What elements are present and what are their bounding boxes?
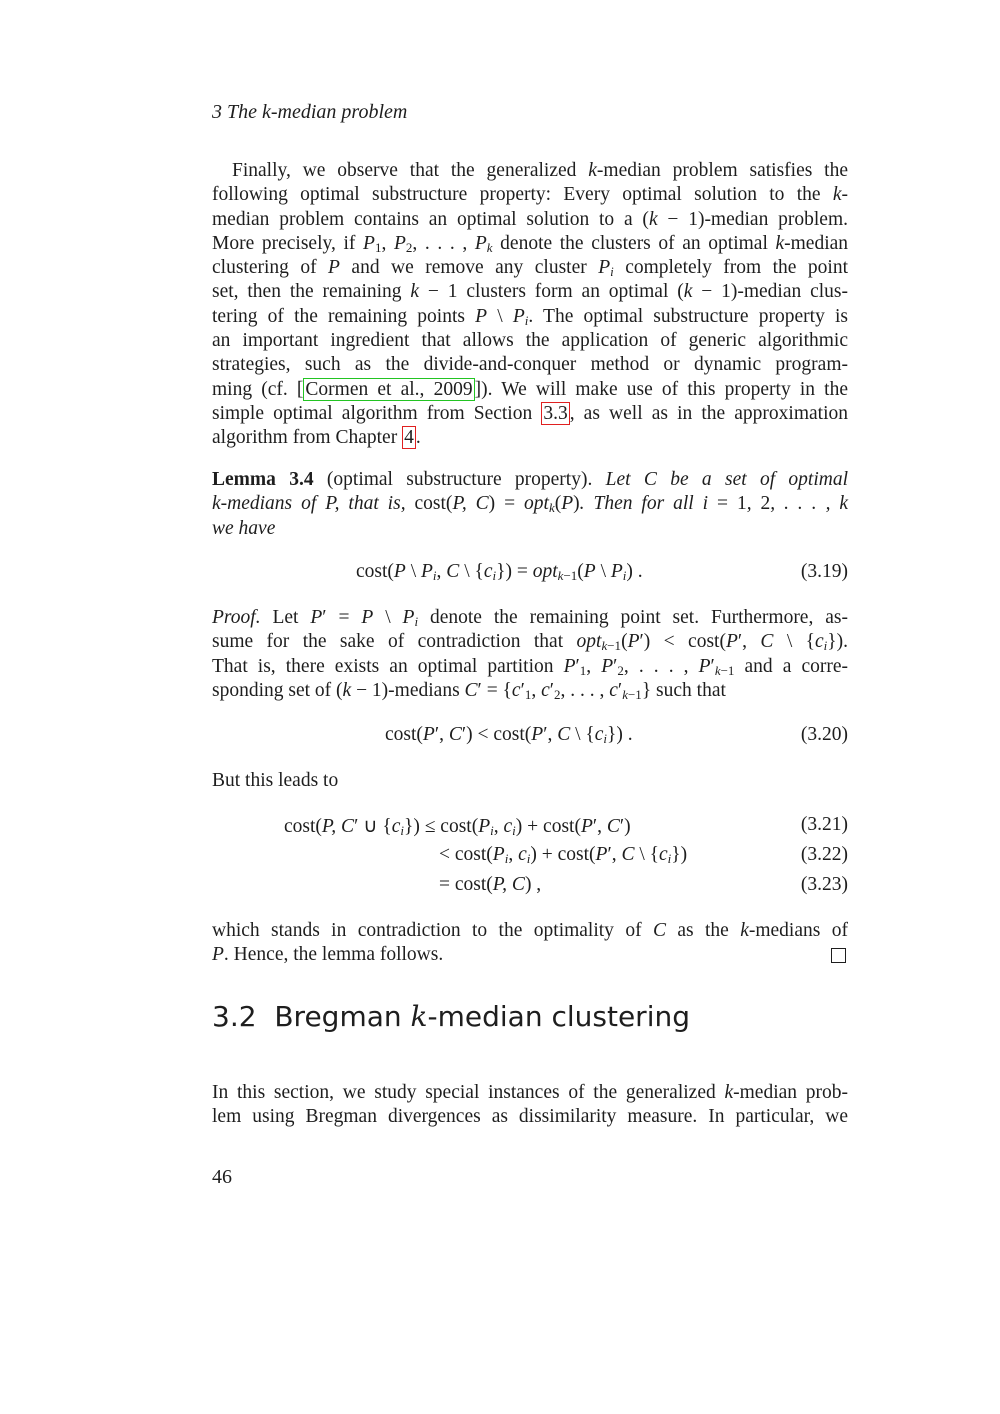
text-line: median problem contains an optimal solution to a (k − 1)-median problem.	[212, 208, 848, 230]
text-line: lem using Bregman divergences as dissimilarity measure. In particular, we	[212, 1106, 848, 1128]
equation-number: (3.20)	[800, 724, 848, 745]
lemma-name: (optimal substructure property).	[326, 469, 593, 490]
text-line: Finally, we observe that the generalized k-median problem satisfies the	[232, 160, 848, 181]
text-line: But this leads to	[212, 770, 339, 791]
text-line: Proof. Let P′ = P \ $P_i$ denote the remaining point set. Furthermore, as-	[212, 607, 848, 629]
citation-link[interactable]: Cormen et al., 2009	[305, 378, 473, 400]
text-line: which stands in contradiction to the optimality of C as the k-medians of	[212, 920, 848, 941]
equation-body: < $\cos t(P_i$, $c_i) + \cos t(P'$, C \ $\{c_i\}$)	[439, 844, 688, 866]
text-line: simple optimal algorithm from Section 3.3 , as well as in the approximation	[212, 402, 848, 424]
proof-label: Proof.	[212, 607, 261, 628]
equation-body: = cost(P, C) ,	[439, 874, 542, 895]
chapter-ref-link[interactable]: 4	[404, 427, 414, 449]
text-line: algorithm from Chapter 4 .	[212, 427, 421, 449]
equation-3-22	[212, 844, 848, 870]
equation-3-19	[212, 561, 848, 587]
text-line: tering of the remaining points P \ $P_i$. The optimal substructure property is	[212, 305, 848, 328]
text-line: strategies, such as the divide-and-conquer method or dynamic program-	[212, 354, 848, 376]
text-line: P. Hence, the lemma follows.	[212, 943, 848, 967]
equation-body: cost(P′, C′) < cost(P′, C \ $\{c_i\}$) .	[385, 724, 633, 746]
proof-continuation	[212, 769, 848, 793]
text-line: we have	[212, 517, 276, 539]
equation-3-21	[212, 814, 848, 840]
proof-paragraph	[212, 606, 848, 703]
section-intro-paragraph	[212, 1081, 848, 1130]
text-line: In this section, we study special instances of the generalized k-median prob-	[212, 1082, 848, 1103]
running-head: 3 The k-median problem	[212, 101, 408, 123]
lemma-statement	[212, 468, 848, 541]
text-line: More precisely, if $P_1$, $P_2$, . . . , $P_k$ denote the clusters of an optimal k-median	[212, 232, 849, 255]
text-line: Lemma 3.4 (optimal substructure property). Let C be a set of optimal	[212, 469, 849, 490]
text-line: sponding set of (k − 1)-medians $C' = \{c'_1$, $c'_2$, . . . , $c'_{k-1}$} such that	[212, 679, 726, 702]
equation-number: (3.23)	[800, 874, 848, 895]
section-number: 3.2	[212, 1000, 257, 1033]
text-line: sume for the sake of contradiction that opt$_{k-1}$(P′) < cost(P′, C \ $\{c_i\}$).	[212, 631, 849, 654]
equation-3-20	[212, 724, 848, 750]
equation-body: cost(P \ $P_i$, C \ $\{c_i\}) = opt_{k-1}(P$ \ $P_i$) .	[356, 561, 643, 583]
text-line: following optimal substructure property: Every optimal solution to the k-	[212, 184, 848, 206]
text-line: k-medians of P, that is, cost(P, C) = opt$_k$(P). Then for all i = 1, 2, . . . , k	[212, 493, 849, 516]
qed-symbol	[831, 948, 846, 963]
equation-number: (3.22)	[800, 844, 848, 865]
text-line: clustering of P and we remove any cluster $P_i$ completely from the point	[212, 257, 848, 280]
text-line: an important ingredient that allows the application of generic algorithmic	[212, 330, 848, 352]
proof-conclusion	[212, 919, 848, 968]
page-number: 46	[212, 1166, 232, 1188]
section-heading: 3.2 Bregman k-median clustering	[212, 1000, 690, 1033]
text-line: set, then the remaining k − 1 clusters form an optimal (k − 1)-median clus-	[212, 281, 848, 303]
equation-body: cost(P, C′ ∪ $\{c_i\}) \le \cos t(P_i$, $c_i) + \cos t(P'$, C′)	[284, 816, 631, 838]
equation-number: (3.19)	[800, 561, 848, 582]
section-ref-link[interactable]: 3.3	[543, 402, 568, 424]
lemma-label: Lemma 3.4	[212, 469, 314, 490]
equation-number: (3.21)	[800, 814, 848, 835]
text-line: That is, there exists an optimal partition $P'_1$, $P'_2$, . . . , $P'_{k-1}$ and a corre-	[212, 655, 849, 678]
paragraph-optimal-substructure	[212, 159, 848, 451]
equation-3-23	[212, 874, 848, 900]
text-line: ming (cf. [ Cormen et al., 2009 ]). We will make use of this property in the	[212, 378, 848, 400]
